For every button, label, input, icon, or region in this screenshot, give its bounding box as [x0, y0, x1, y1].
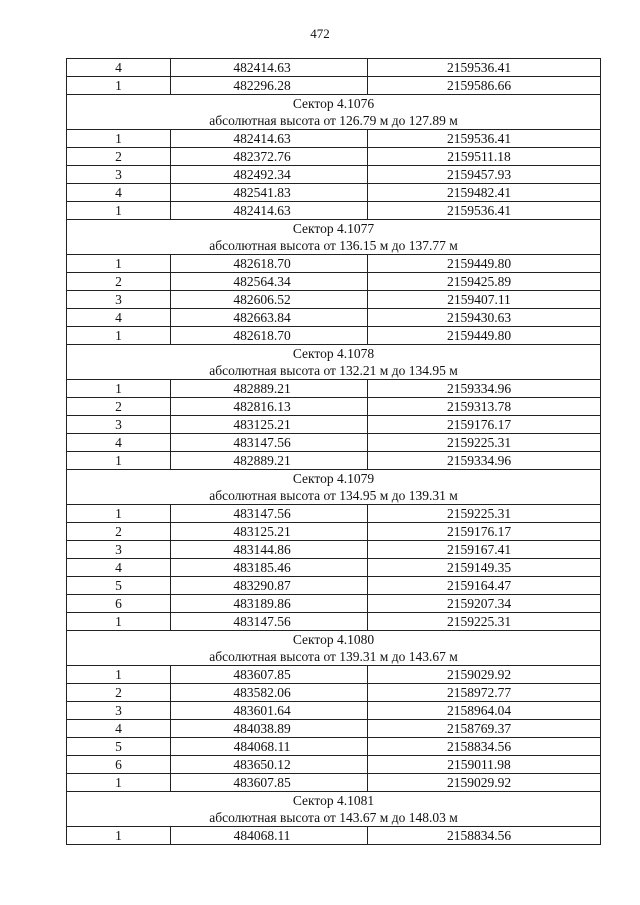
sector-altitude-row — [67, 487, 601, 505]
sector-title: Сектор 4.1078 — [67, 345, 601, 363]
x-coordinate-cell: 482492.34 — [171, 166, 368, 184]
sector-title: Сектор 4.1080 — [67, 631, 601, 649]
coordinate-row — [67, 255, 601, 273]
point-number-cell: 1 — [67, 505, 171, 523]
y-coordinate-cell: 2159029.92 — [368, 666, 601, 684]
sector-title: Сектор 4.1079 — [67, 470, 601, 488]
coordinate-row — [67, 202, 601, 220]
y-coordinate-cell: 2159207.34 — [368, 595, 601, 613]
coordinate-row — [67, 380, 601, 398]
coordinate-row — [67, 505, 601, 523]
coordinate-row — [67, 327, 601, 345]
point-number-cell: 1 — [67, 613, 171, 631]
point-number-cell: 2 — [67, 523, 171, 541]
point-number-cell: 2 — [67, 684, 171, 702]
coordinate-row — [67, 452, 601, 470]
coordinate-row — [67, 59, 601, 77]
point-number-cell: 1 — [67, 202, 171, 220]
y-coordinate-cell: 2159482.41 — [368, 184, 601, 202]
sector-title: Сектор 4.1076 — [67, 95, 601, 113]
coordinate-row — [67, 166, 601, 184]
x-coordinate-cell: 482372.76 — [171, 148, 368, 166]
point-number-cell: 4 — [67, 434, 171, 452]
coordinate-row — [67, 523, 601, 541]
x-coordinate-cell: 482889.21 — [171, 380, 368, 398]
point-number-cell: 6 — [67, 595, 171, 613]
x-coordinate-cell: 482606.52 — [171, 291, 368, 309]
sector-header-row — [67, 631, 601, 649]
x-coordinate-cell: 483125.21 — [171, 523, 368, 541]
coordinate-row — [67, 738, 601, 756]
y-coordinate-cell: 2159511.18 — [368, 148, 601, 166]
y-coordinate-cell: 2158834.56 — [368, 738, 601, 756]
coordinate-row — [67, 309, 601, 327]
point-number-cell: 1 — [67, 774, 171, 792]
y-coordinate-cell: 2158834.56 — [368, 827, 601, 845]
coordinate-row — [67, 273, 601, 291]
coordinate-row — [67, 613, 601, 631]
sector-altitude-row — [67, 112, 601, 130]
point-number-cell: 2 — [67, 273, 171, 291]
sector-title: Сектор 4.1077 — [67, 220, 601, 238]
point-number-cell: 4 — [67, 59, 171, 77]
y-coordinate-cell: 2159586.66 — [368, 77, 601, 95]
point-number-cell: 1 — [67, 380, 171, 398]
sector-altitude: абсолютная высота от 136.15 м до 137.77 м — [67, 237, 601, 255]
x-coordinate-cell: 483147.56 — [171, 434, 368, 452]
point-number-cell: 1 — [67, 255, 171, 273]
coordinate-row — [67, 148, 601, 166]
sector-header-row — [67, 95, 601, 113]
coordinate-row — [67, 416, 601, 434]
coordinate-row — [67, 434, 601, 452]
coordinate-row — [67, 291, 601, 309]
x-coordinate-cell: 483601.64 — [171, 702, 368, 720]
sector-altitude-row — [67, 362, 601, 380]
point-number-cell: 6 — [67, 756, 171, 774]
y-coordinate-cell: 2159011.98 — [368, 756, 601, 774]
x-coordinate-cell: 482414.63 — [171, 130, 368, 148]
y-coordinate-cell: 2159407.11 — [368, 291, 601, 309]
coordinate-row — [67, 541, 601, 559]
point-number-cell: 5 — [67, 577, 171, 595]
y-coordinate-cell: 2159176.17 — [368, 416, 601, 434]
x-coordinate-cell: 482816.13 — [171, 398, 368, 416]
sector-altitude: абсолютная высота от 132.21 м до 134.95 м — [67, 362, 601, 380]
x-coordinate-cell: 483125.21 — [171, 416, 368, 434]
x-coordinate-cell: 484068.11 — [171, 827, 368, 845]
y-coordinate-cell: 2159430.63 — [368, 309, 601, 327]
coordinate-row — [67, 756, 601, 774]
y-coordinate-cell: 2159176.17 — [368, 523, 601, 541]
x-coordinate-cell: 483147.56 — [171, 505, 368, 523]
point-number-cell: 2 — [67, 148, 171, 166]
x-coordinate-cell: 482889.21 — [171, 452, 368, 470]
x-coordinate-cell: 484068.11 — [171, 738, 368, 756]
coordinates-table-body — [67, 59, 601, 845]
coordinate-row — [67, 398, 601, 416]
y-coordinate-cell: 2159536.41 — [368, 202, 601, 220]
coordinate-row — [67, 702, 601, 720]
sector-altitude: абсолютная высота от 143.67 м до 148.03 м — [67, 809, 601, 827]
sector-altitude: абсолютная высота от 126.79 м до 127.89 м — [67, 112, 601, 130]
point-number-cell: 4 — [67, 720, 171, 738]
x-coordinate-cell: 482541.83 — [171, 184, 368, 202]
y-coordinate-cell: 2159313.78 — [368, 398, 601, 416]
x-coordinate-cell: 483185.46 — [171, 559, 368, 577]
point-number-cell: 5 — [67, 738, 171, 756]
coordinate-row — [67, 559, 601, 577]
point-number-cell: 3 — [67, 291, 171, 309]
point-number-cell: 4 — [67, 559, 171, 577]
point-number-cell: 1 — [67, 130, 171, 148]
y-coordinate-cell: 2159225.31 — [368, 505, 601, 523]
coordinate-row — [67, 720, 601, 738]
sector-altitude-row — [67, 648, 601, 666]
sector-header-row — [67, 470, 601, 488]
x-coordinate-cell: 483147.56 — [171, 613, 368, 631]
y-coordinate-cell: 2159449.80 — [368, 327, 601, 345]
coordinate-row — [67, 184, 601, 202]
sector-header-row — [67, 792, 601, 810]
sector-altitude: абсолютная высота от 134.95 м до 139.31 м — [67, 487, 601, 505]
x-coordinate-cell: 482618.70 — [171, 327, 368, 345]
y-coordinate-cell: 2159225.31 — [368, 434, 601, 452]
x-coordinate-cell: 483290.87 — [171, 577, 368, 595]
point-number-cell: 3 — [67, 416, 171, 434]
point-number-cell: 1 — [67, 327, 171, 345]
y-coordinate-cell: 2159536.41 — [368, 130, 601, 148]
x-coordinate-cell: 482663.84 — [171, 309, 368, 327]
y-coordinate-cell: 2158964.04 — [368, 702, 601, 720]
coordinate-row — [67, 666, 601, 684]
coordinate-row — [67, 774, 601, 792]
x-coordinate-cell: 483189.86 — [171, 595, 368, 613]
x-coordinate-cell: 484038.89 — [171, 720, 368, 738]
point-number-cell: 2 — [67, 398, 171, 416]
coordinate-row — [67, 130, 601, 148]
point-number-cell: 4 — [67, 309, 171, 327]
x-coordinate-cell: 483650.12 — [171, 756, 368, 774]
sector-title: Сектор 4.1081 — [67, 792, 601, 810]
x-coordinate-cell: 483607.85 — [171, 666, 368, 684]
y-coordinate-cell: 2159334.96 — [368, 452, 601, 470]
x-coordinate-cell: 482296.28 — [171, 77, 368, 95]
y-coordinate-cell: 2159225.31 — [368, 613, 601, 631]
y-coordinate-cell: 2159164.47 — [368, 577, 601, 595]
point-number-cell: 3 — [67, 166, 171, 184]
point-number-cell: 3 — [67, 702, 171, 720]
coordinate-row — [67, 77, 601, 95]
coordinates-table — [66, 58, 601, 845]
y-coordinate-cell: 2159425.89 — [368, 273, 601, 291]
y-coordinate-cell: 2159167.41 — [368, 541, 601, 559]
y-coordinate-cell: 2158769.37 — [368, 720, 601, 738]
point-number-cell: 1 — [67, 666, 171, 684]
page-number: 472 — [310, 26, 330, 41]
x-coordinate-cell: 483607.85 — [171, 774, 368, 792]
y-coordinate-cell: 2159536.41 — [368, 59, 601, 77]
y-coordinate-cell: 2159029.92 — [368, 774, 601, 792]
point-number-cell: 1 — [67, 77, 171, 95]
x-coordinate-cell: 483144.86 — [171, 541, 368, 559]
point-number-cell: 1 — [67, 827, 171, 845]
y-coordinate-cell: 2159334.96 — [368, 380, 601, 398]
sector-altitude: абсолютная высота от 139.31 м до 143.67 м — [67, 648, 601, 666]
x-coordinate-cell: 482564.34 — [171, 273, 368, 291]
point-number-cell: 1 — [67, 452, 171, 470]
point-number-cell: 4 — [67, 184, 171, 202]
x-coordinate-cell: 483582.06 — [171, 684, 368, 702]
sector-altitude-row — [67, 237, 601, 255]
sector-header-row — [67, 220, 601, 238]
coordinate-row — [67, 595, 601, 613]
y-coordinate-cell: 2159457.93 — [368, 166, 601, 184]
y-coordinate-cell: 2158972.77 — [368, 684, 601, 702]
coordinate-row — [67, 684, 601, 702]
sector-altitude-row — [67, 809, 601, 827]
sector-header-row — [67, 345, 601, 363]
x-coordinate-cell: 482414.63 — [171, 202, 368, 220]
y-coordinate-cell: 2159149.35 — [368, 559, 601, 577]
coordinate-row — [67, 827, 601, 845]
point-number-cell: 3 — [67, 541, 171, 559]
y-coordinate-cell: 2159449.80 — [368, 255, 601, 273]
x-coordinate-cell: 482618.70 — [171, 255, 368, 273]
coordinate-row — [67, 577, 601, 595]
x-coordinate-cell: 482414.63 — [171, 59, 368, 77]
